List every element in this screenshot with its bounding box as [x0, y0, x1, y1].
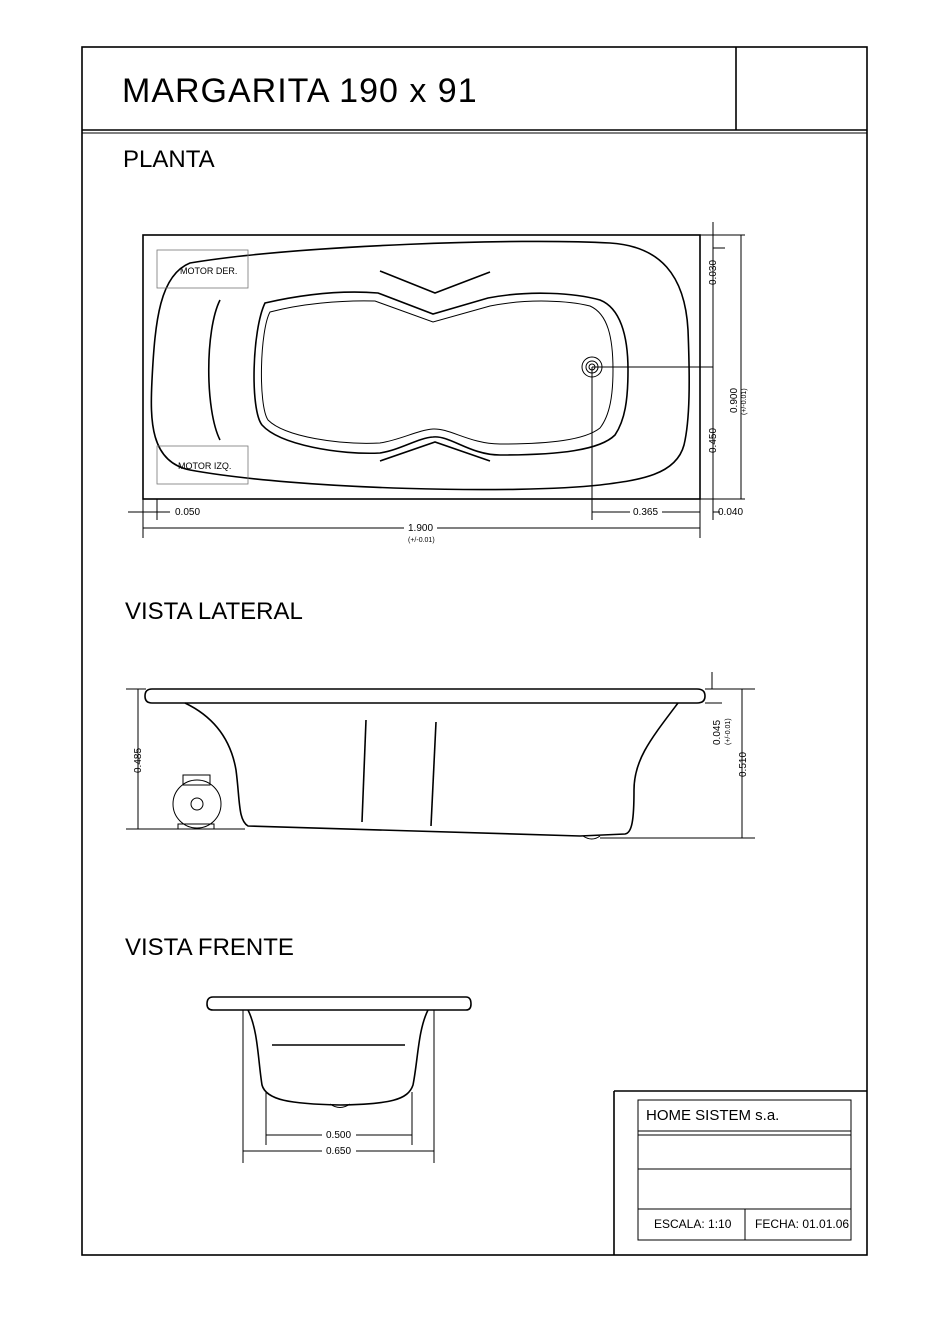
front-dim-bottom-label: 0.500: [326, 1130, 352, 1141]
lat-motor-body: [173, 780, 221, 828]
headrest-bottom: [380, 442, 490, 461]
tub-basin: [261, 301, 613, 444]
dim-width-label: 0.900: [729, 387, 740, 413]
scale-label: ESCALA: 1:10: [654, 1217, 732, 1231]
dim-top-label: 0.030: [708, 259, 719, 285]
lat-dim-rim-tol: (+/-0.01): [725, 718, 732, 745]
tub-inner-rim: [254, 292, 628, 455]
dim-length-label: 1.900: [408, 523, 434, 534]
front-dim-top-label: 0.650: [326, 1146, 352, 1157]
title-block: [614, 1091, 867, 1255]
front-view: [207, 997, 471, 1163]
backrest-curve: [209, 300, 220, 440]
section-title-lateral: VISTA LATERAL: [125, 598, 303, 625]
motor-der-label: MOTOR DER.: [180, 266, 238, 276]
dim-length-tol: (+/-0.01): [408, 537, 435, 544]
lat-dim-height-label: 0.485: [133, 747, 144, 773]
lat-rim: [145, 689, 705, 703]
section-title-frente: VISTA FRENTE: [125, 934, 294, 961]
front-rim: [207, 997, 471, 1010]
lat-panel-line-b: [431, 722, 436, 826]
motor-izq-label: MOTOR IZQ.: [178, 461, 232, 471]
lat-dim-total-label: 0.510: [738, 751, 749, 777]
dim-left-label: 0.050: [175, 507, 201, 518]
side-view: [126, 672, 755, 839]
plan-view: [128, 222, 748, 544]
dim-width-tol: (+/-0.01): [741, 388, 748, 415]
tub-outer-contour: [151, 241, 689, 489]
dim-half-label: 0.450: [708, 427, 719, 453]
company-name: HOME SISTEM s.a.: [646, 1107, 780, 1124]
section-title-planta: PLANTA: [123, 146, 215, 173]
date-label: FECHA: 01.01.06: [755, 1217, 850, 1231]
lat-dim-rim-label: 0.045: [712, 719, 723, 745]
front-body: [248, 1010, 428, 1105]
lat-motor-hub: [191, 798, 203, 810]
dim-right-label: 0.040: [718, 507, 744, 518]
lat-panel-line-a: [362, 720, 366, 822]
headrest-top: [380, 271, 490, 293]
dim-drain-label: 0.365: [633, 507, 659, 518]
page-title: MARGARITA 190 x 91: [122, 72, 478, 110]
drawing-frame: [82, 47, 867, 1255]
